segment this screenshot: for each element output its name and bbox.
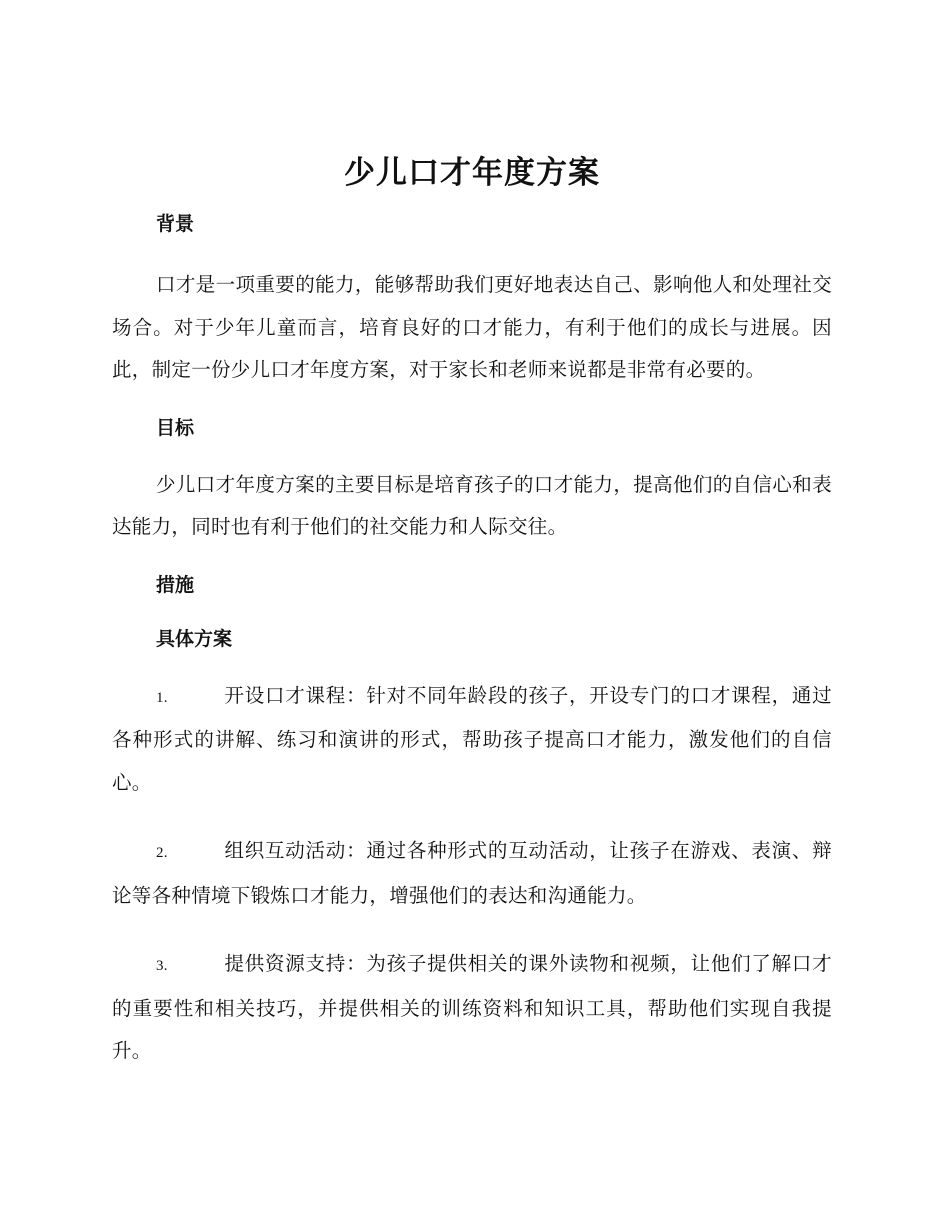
- document-title: 少儿口才年度方案: [344, 155, 600, 191]
- list-item-number: 2.: [156, 845, 168, 861]
- section-heading-plan: 具体方案: [156, 627, 233, 650]
- list-item: [112, 675, 832, 805]
- list-item: [112, 943, 832, 1073]
- list-item-number: 1.: [156, 689, 168, 706]
- background-paragraph: 口才是一项重要的能力，能够帮助我们更好地表达自己、影响他人和处理社交场合。对于少年儿童而言，培育良好的口才能力，有利于他们的成长与进展。因此，制定一份少儿口才年度方案，对于家长和老师来说都是非常有必要的。: [112, 273, 832, 381]
- section-heading-measures: 措施: [156, 573, 195, 596]
- list-item-number: 3.: [156, 958, 168, 974]
- section-heading-background: 背景: [156, 213, 195, 235]
- goal-paragraph: 少儿口才年度方案的主要目标是培育孩子的口才能力，提高他们的自信心和表达能力，同时也有利于他们的社交能力和人际交往。: [112, 472, 832, 538]
- list-item-text: 开设口才课程：针对不同年龄段的孩子，开设专门的口才课程，通过各种形式的讲解、练习和演讲的形式，帮助孩子提高口才能力，激发他们的自信心。: [112, 683, 832, 794]
- list-item-text: 组织互动活动：通过各种形式的互动活动，让孩子在游戏、表演、辩论等各种情境下锻炼口才能力，增强他们的表达和沟通能力。: [112, 839, 832, 907]
- list-item: [112, 830, 832, 917]
- section-heading-goal: 目标: [156, 416, 195, 439]
- list-item-text: 提供资源支持：为孩子提供相关的课外读物和视频，让他们了解口才的重要性和相关技巧，并提供相关的训练资料和知识工具，帮助他们实现自我提升。: [112, 952, 832, 1062]
- document-content: [112, 150, 832, 1073]
